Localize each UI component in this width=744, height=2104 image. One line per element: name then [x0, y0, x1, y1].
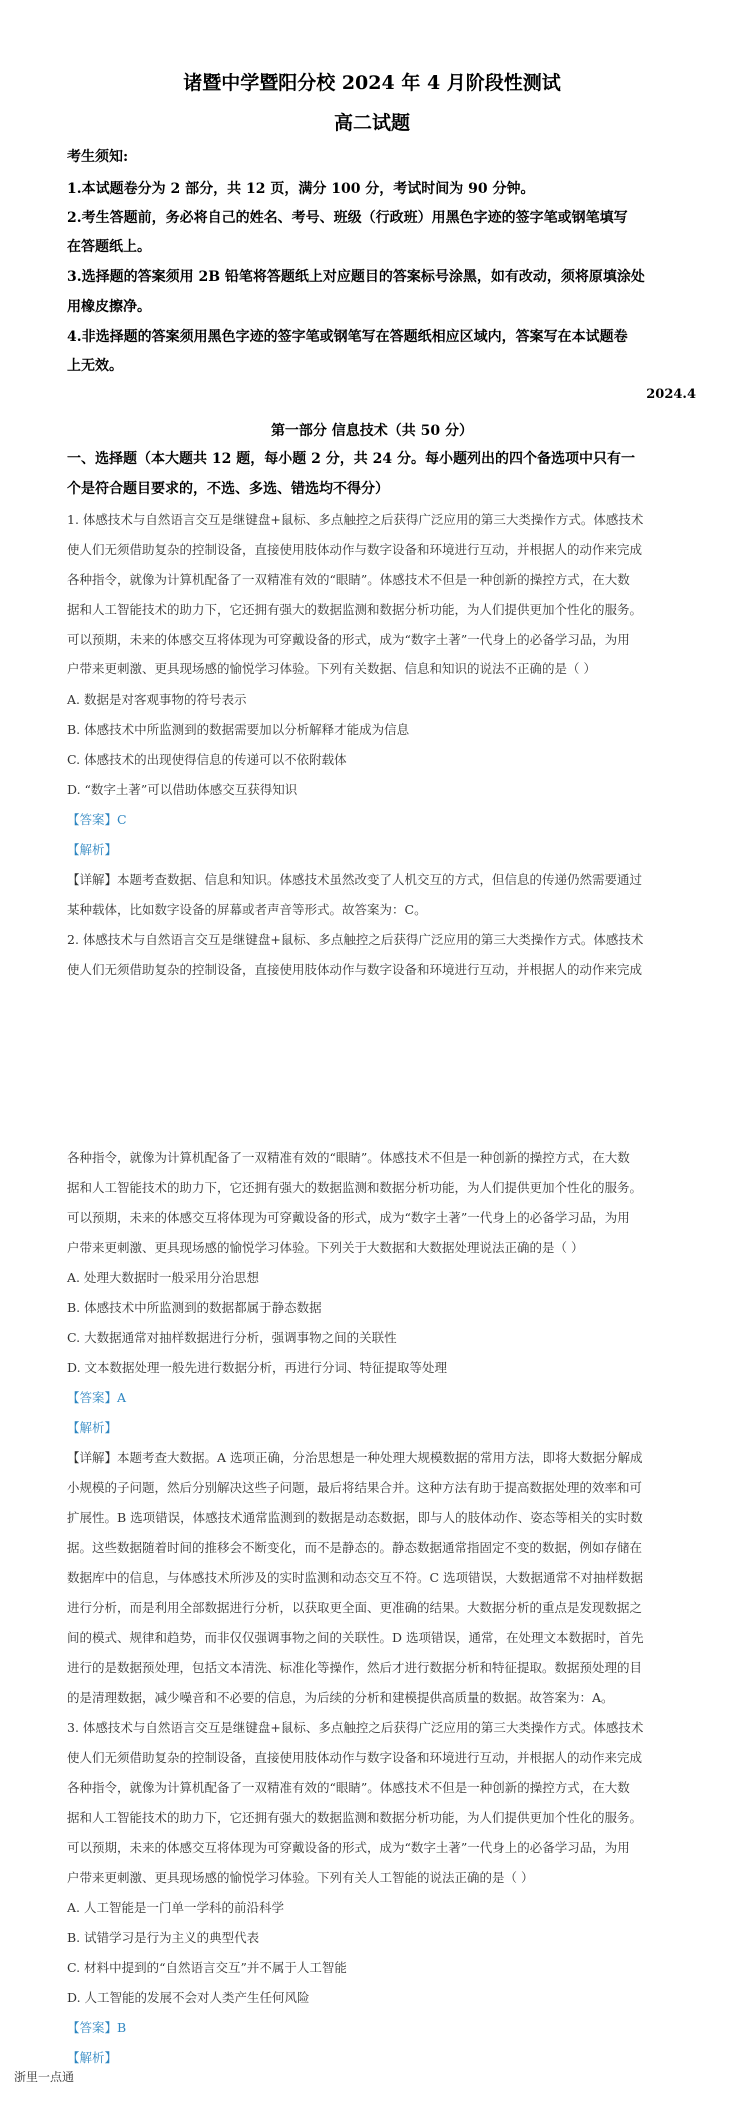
- q2-detail-line: 间的模式、规律和趋势，而非仅仅强调事物之间的关联性。D 选项错误，通常，在处理文本数据时，首先: [67, 1630, 644, 1645]
- q1-stem-line: 户带来更刺激、更具现场感的愉悦学习体验。下列有关数据、信息和知识的说法不正确的是（ ）: [67, 661, 596, 676]
- q2-detail-line: 的是清理数据，减少噪音和不必要的信息，为后续的分析和建模提供高质量的数据。故答案为：A。: [67, 1690, 614, 1705]
- q3-stem-line: 各种指令，就像为计算机配备了一双精准有效的“眼睛”。体感技术不但是一种创新的操控方式，在大数: [67, 1780, 630, 1795]
- q2-option-c: C. 大数据通常对抽样数据进行分析，强调事物之间的关联性: [67, 1330, 397, 1345]
- q1-stem-line: 各种指令，就像为计算机配备了一双精准有效的“眼睛”。体感技术不但是一种创新的操控方式，在大数: [67, 572, 630, 587]
- q3-option-c: C. 材料中提到的“自然语言交互”并不属于人工智能: [67, 1960, 347, 1975]
- notice-line: 4.非选择题的答案须用黑色字迹的签字笔或钢笔写在答题纸相应区域内，答案写在本试题卷: [67, 329, 628, 345]
- q2-option-b: B. 体感技术中所监测到的数据都属于静态数据: [67, 1300, 322, 1315]
- q2-stem-line: 据和人工智能技术的助力下，它还拥有强大的数据监测和数据分析功能，为人们提供更加个性化的服务。: [67, 1180, 643, 1195]
- q1-option-b: B. 体感技术中所监测到的数据需要加以分析解释才能成为信息: [67, 722, 410, 737]
- q3-stem-line: 可以预期，未来的体感交互将体现为可穿戴设备的形式，成为“数字土著”一代身上的必备学习品，为用: [67, 1840, 630, 1855]
- q3-stem-line: 据和人工智能技术的助力下，它还拥有强大的数据监测和数据分析功能，为人们提供更加个性化的服务。: [67, 1810, 643, 1825]
- q2-option-a: A. 处理大数据时一般采用分治思想: [67, 1270, 259, 1285]
- part-heading: 第一部分 信息技术（共 50 分）: [270, 423, 474, 439]
- notice-line: 上无效。: [67, 358, 123, 374]
- q2-detail-line: 扩展性。B 选项错误，体感技术通常监测到的数据是动态数据，即与人的肢体动作、姿态等相关的实时数: [67, 1510, 643, 1525]
- q1-option-c: C. 体感技术的出现使得信息的传递可以不依附载体: [67, 752, 347, 767]
- q3-stem-line: 3. 体感技术与自然语言交互是继键盘+鼠标、多点触控之后获得广泛应用的第三大类操作方式。体感技术: [67, 1720, 644, 1735]
- q2-detail-line: 进行分析，而是利用全部数据进行分析，以获取更全面、更准确的结果。大数据分析的重点是发现数据之: [67, 1600, 643, 1615]
- q2-detail-line: 小规模的子问题，然后分别解决这些子问题，最后将结果合并。这种方法有助于提高数据处理的效率和可: [67, 1480, 643, 1495]
- notice-line: 3.选择题的答案须用 2B 铅笔将答题纸上对应题目的答案标号涂黑，如有改动，须将原填涂处: [67, 269, 645, 285]
- q1-stem-line: 使人们无须借助复杂的控制设备，直接使用肢体动作与数字设备和环境进行互动，并根据人的动作来完成: [67, 542, 643, 557]
- q3-option-a: A. 人工智能是一门单一学科的前沿科学: [67, 1900, 284, 1915]
- notice-label: 考生须知:: [67, 149, 129, 165]
- q1-stem-line: 据和人工智能技术的助力下，它还拥有强大的数据监测和数据分析功能，为人们提供更加个性化的服务。: [67, 602, 643, 617]
- q2-analysis-label: 【解析】: [67, 1420, 118, 1435]
- q2-answer: 【答案】A: [67, 1390, 127, 1405]
- notice-line: 2.考生答题前，务必将自己的姓名、考号、班级（行政班）用黑色字迹的签字笔或钢笔填写: [67, 210, 628, 226]
- q2-detail-line: 【详解】本题考查大数据。A 选项正确，分治思想是一种处理大规模数据的常用方法，即将大数据分解成: [67, 1450, 643, 1465]
- q2-detail-line: 数据库中的信息，与体感技术所涉及的实时监测和动态交互不符。C 选项错误，大数据通常不对抽样数据: [67, 1570, 644, 1585]
- q1-option-d: D. “数字土著”可以借助体感交互获得知识: [67, 782, 298, 797]
- q3-stem-line: 使人们无须借助复杂的控制设备，直接使用肢体动作与数字设备和环境进行互动，并根据人的动作来完成: [67, 1750, 643, 1765]
- exam-date: 2024.4: [646, 387, 696, 402]
- q3-option-d: D. 人工智能的发展不会对人类产生任何风险: [67, 1990, 310, 2005]
- q2-option-d: D. 文本数据处理一般先进行数据分析，再进行分词、特征提取等处理: [67, 1360, 448, 1375]
- notice-line: 在答题纸上。: [67, 239, 151, 255]
- q3-answer: 【答案】B: [67, 2020, 127, 2035]
- q2-stem-line: 2. 体感技术与自然语言交互是继键盘+鼠标、多点触控之后获得广泛应用的第三大类操作方式。体感技术: [67, 932, 644, 947]
- q1-option-a: A. 数据是对客观事物的符号表示: [67, 692, 247, 707]
- q3-analysis-label: 【解析】: [67, 2050, 118, 2065]
- q2-detail-line: 据。这些数据随着时间的推移会不断变化，而不是静态的。静态数据通常指固定不变的数据，例如存储在: [67, 1540, 643, 1555]
- notice-line: 1.本试题卷分为 2 部分，共 12 页，满分 100 分，考试时间为 90 分钟。: [67, 181, 535, 197]
- q1-analysis-label: 【解析】: [67, 842, 118, 857]
- footer-watermark: 浙里一点通: [14, 2070, 75, 2084]
- document-subtitle: 高二试题: [333, 112, 410, 134]
- q1-answer: 【答案】C: [67, 812, 127, 827]
- q2-stem-line: 户带来更刺激、更具现场感的愉悦学习体验。下列关于大数据和大数据处理说法正确的是（ ）: [67, 1240, 584, 1255]
- notice-line: 用橡皮擦净。: [67, 299, 151, 315]
- document-title: 诸暨中学暨阳分校 2024 年 4 月阶段性测试: [183, 72, 561, 94]
- q3-stem-line: 户带来更刺激、更具现场感的愉悦学习体验。下列有关人工智能的说法正确的是（ ）: [67, 1870, 534, 1885]
- q1-detail-line: 某种载体，比如数字设备的屏幕或者声音等形式。故答案为：C。: [67, 902, 427, 917]
- section-instruction: 一、选择题（本大题共 12 题，每小题 2 分，共 24 分。每小题列出的四个备选项中只有一: [67, 451, 635, 467]
- q1-detail-line: 【详解】本题考查数据、信息和知识。体感技术虽然改变了人机交互的方式，但信息的传递仍然需要通过: [67, 872, 643, 887]
- q2-stem-line: 使人们无须借助复杂的控制设备，直接使用肢体动作与数字设备和环境进行互动，并根据人的动作来完成: [67, 962, 643, 977]
- q2-stem-line: 可以预期，未来的体感交互将体现为可穿戴设备的形式，成为“数字土著”一代身上的必备学习品，为用: [67, 1210, 630, 1225]
- q1-stem-line: 可以预期，未来的体感交互将体现为可穿戴设备的形式，成为“数字土著”一代身上的必备学习品，为用: [67, 632, 630, 647]
- q2-stem-line: 各种指令，就像为计算机配备了一双精准有效的“眼睛”。体感技术不但是一种创新的操控方式，在大数: [67, 1150, 630, 1165]
- q2-detail-line: 进行的是数据预处理，包括文本清洗、标准化等操作，然后才进行数据分析和特征提取。数据预处理的目: [67, 1660, 643, 1675]
- q1-stem-line: 1. 体感技术与自然语言交互是继键盘+鼠标、多点触控之后获得广泛应用的第三大类操作方式。体感技术: [67, 512, 644, 527]
- section-instruction: 个是符合题目要求的，不选、多选、错选均不得分）: [67, 481, 389, 497]
- q3-option-b: B. 试错学习是行为主义的典型代表: [67, 1930, 260, 1945]
